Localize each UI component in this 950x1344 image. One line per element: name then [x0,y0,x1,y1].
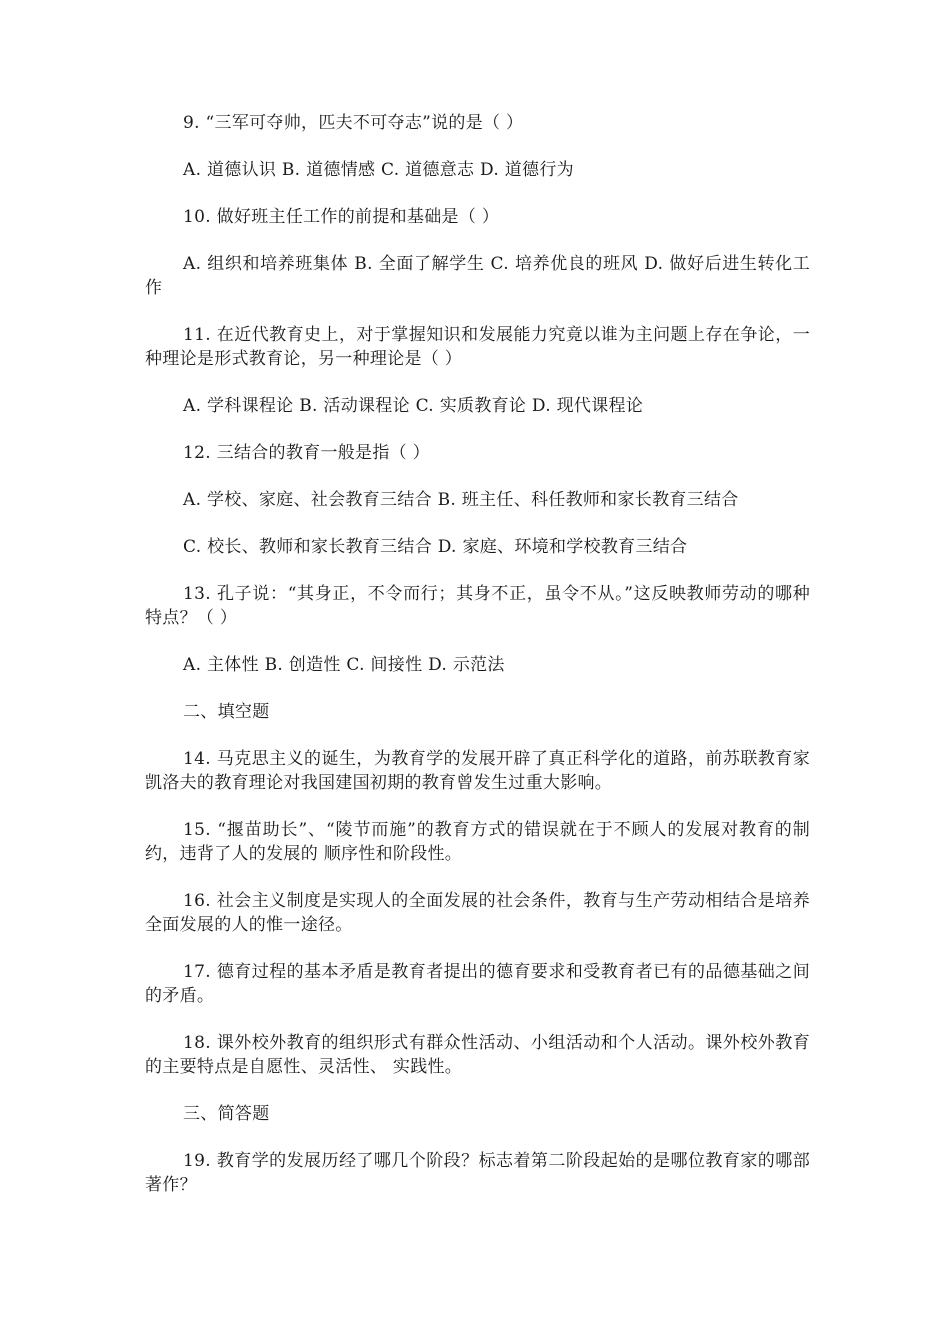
question-17: 17. 德育过程的基本矛盾是教育者提出的德育要求和受教育者已有的品德基础之间的矛盾。 [145,962,810,1006]
question-15: 15. “揠苗助长”、“陵节而施”的教育方式的错误就在于不顾人的发展对教育的制约，违背了人的发展的 顺序性和阶段性。 [145,820,810,864]
question-12-options-ab: A. 学校、家庭、社会教育三结合 B. 班主任、科任教师和家长教育三结合 [183,490,739,510]
question-12: 12. 三结合的教育一般是指（ ） [183,443,430,463]
question-10-options: A. 组织和培养班集体 B. 全面了解学生 C. 培养优良的班风 D. 做好后进生转化工作 [145,254,810,298]
question-9-options: A. 道德认识 B. 道德情感 C. 道德意志 D. 道德行为 [183,160,574,180]
question-10: 10. 做好班主任工作的前提和基础是（ ） [183,207,500,227]
question-16: 16. 社会主义制度是实现人的全面发展的社会条件，教育与生产劳动相结合是培养全面发展的人的惟一途径。 [145,891,810,935]
section-heading-fill-in: 二、填空题 [183,702,270,722]
question-13-options: A. 主体性 B. 创造性 C. 间接性 D. 示范法 [183,655,505,675]
question-19: 19. 教育学的发展历经了哪几个阶段？标志着第二阶段起始的是哪位教育家的哪部著作？ [145,1151,810,1195]
question-18: 18. 课外校外教育的组织形式有群众性活动、小组活动和个人活动。课外校外教育的主要特点是自愿性、灵活性、 实践性。 [145,1033,810,1077]
section-heading-short-answer: 三、简答题 [183,1104,270,1124]
question-11: 11. 在近代教育史上，对于掌握知识和发展能力究竟以谁为主问题上存在争论，一种理论是形式教育论，另一种理论是（ ） [145,325,810,369]
question-13: 13. 孔子说：“其身正，不令而行；其身不正，虽令不从。”这反映教师劳动的哪种特点？（ ） [145,584,810,628]
question-14: 14. 马克思主义的诞生，为教育学的发展开辟了真正科学化的道路，前苏联教育家凯洛夫的教育理论对我国建国初期的教育曾发生过重大影响。 [145,749,810,793]
document-page [145,111,810,1220]
question-9: 9. “三军可夺帅，匹夫不可夺志”说的是（ ） [183,113,524,133]
question-12-options-cd: C. 校长、教师和家长教育三结合 D. 家庭、环境和学校教育三结合 [183,537,688,557]
question-11-options: A. 学科课程论 B. 活动课程论 C. 实质教育论 D. 现代课程论 [183,396,644,416]
